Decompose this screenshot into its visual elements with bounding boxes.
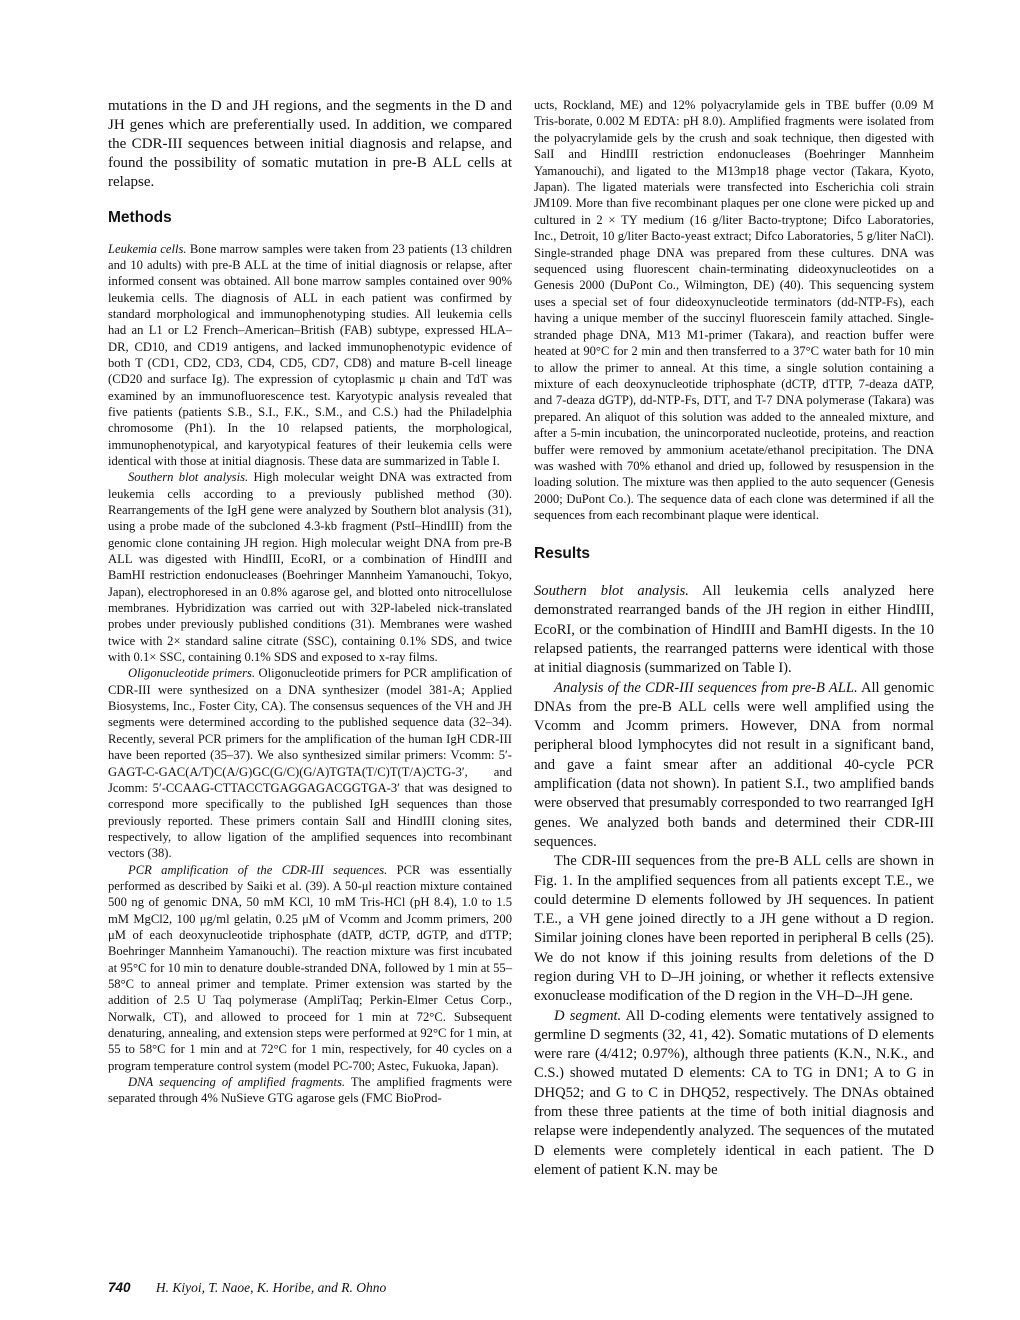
results-analysis-title: Analysis of the CDR-III sequences from pre-B ALL. — [554, 679, 858, 696]
results-analysis-text: All genomic DNAs from the pre-B ALL cells were well amplified using the Vcomm and Jcomm primers. However, DNA from normal peripheral blood lymphocytes did not result in a significant band, and gave a faint smear after an additional 40-cycle PCR amplification (data not shown). In patient S.I., two amplified bands were observed that presumably corresponded to two rearranged IgH genes. We analyzed both bands and determined their CDR-III sequences. — [534, 679, 934, 850]
leukemia-cells-text: Bone marrow samples were taken from 23 patients (13 children and 10 adults) with pre-B ALL at the time of initial diagnosis or relapse, after informed consent was obtained. All bone marrow samples contained over 90% leukemia cells. The diagnosis of ALL in each patient was confirmed by standard morphological and immunophenotyping studies. All leukemia cells had an L1 or L2 French–American–British (FAB) subtype, expressed HLA–DR, CD10, and CD19 antigens, and lacked immunophenotypic evidence of both T (CD1, CD2, CD3, CD4, CD5, CD7, CD8) and mature B-cell lineage (CD20 and surface Ig). The expression of cytoplasmic μ chain and TdT was examined by an immunofluorescence test. Karyotypic analysis revealed that five patients (patients S.B., S.I., F.K., S.M., and C.S.) had the Philadelphia chromosome (Ph1). In the 10 relapsed patients, the morphological, immunophenotypical, and karyotypical features of their leukemia cells were identical with those at initial diagnosis. These data are summarized in Table I. — [108, 241, 513, 468]
oligo-primers-paragraph — [108, 665, 512, 861]
dna-sequencing-text: The amplified fragments were separated through 4% NuSieve GTG agarose gels (FMC BioProd- — [108, 1075, 512, 1106]
southern-blot-paragraph — [108, 469, 512, 665]
page-number: 740 — [108, 1280, 131, 1295]
southern-blot-title: Southern blot analysis. — [128, 470, 249, 485]
results-analysis-paragraph — [534, 679, 934, 853]
southern-blot-text: High molecular weight DNA was extracted from leukemia cells according to a previously published method (30). Rearrangements of the IgH gene were analyzed by Southern blot analysis (31), using a probe made of the subcloned 4.3-kb fragment (PstI–HindIII) from the genomic clone containing JH region. High molecular weight DNA from pre-B ALL was digested with HindIII, EcoRI, or a combination of HindIII and BamHI restriction endonucleases (Boehringer Mannheim Yamanouchi, Tokyo, Japan), electrophoresed in an 0.8% agarose gel, and blotted onto nitrocellulose membranes. Hybridization was carried out with 32P-labeled nick-translated probes under previously published conditions (31). Membranes were washed twice with 2× standard saline citrate (SSC), containing 0.1% SDS, and twice with 0.1× SSC, containing 0.1% SDS and exposed to x-ray films. — [108, 470, 512, 665]
pcr-title: PCR amplification of the CDR-III sequences. — [128, 862, 388, 877]
results-dsegment-title: D segment. — [554, 1007, 622, 1024]
right-column — [534, 97, 934, 1180]
results-cdr-paragraph: The CDR-III sequences from the pre-B ALL cells are shown in Fig. 1. In the amplified sequences from all patients except T.E., we could determine D elements followed by JH sequences. In patient T.E., a VH gene joined directly to a JH gene without a D region. Similar joining clones have been reported in peripheral B cells (25). We do not know if this joining results from deletions of the D region during VH to D–JH joining, or whether it reflects extensive exonuclease modification of the D region in the VH–D–JH gene. — [534, 853, 934, 1005]
methods-heading: Methods — [108, 209, 172, 226]
results-southern-text: All leukemia cells analyzed here demonstrated rearranged bands of the JH region in either HindIII, EcoRI, or the combination of HindIII and BamHI digests. In the 10 relapsed patients, the rearranged patterns were identical with those at initial diagnosis (summarized on Table I). — [534, 583, 934, 677]
results-heading: Results — [534, 544, 590, 562]
left-column — [108, 97, 512, 1107]
results-dsegment-text: All D-coding elements were tentatively assigned to germline D segments (32, 41, 42). Somatic mutations of D elements were rare (4/412; 0.97%), although three patients (K.N., N.K., and C.S.) showed mutated D elements: CA to TG in DN1; A to G in DHQ52; and G to C in DHQ52, respectively. The DNAs obtained from these three patients at the time of both initial diagnosis and relapse were independently analyzed. The sequences of the mutated D elements were completely identical in each patient. The D element of patient K.N. may be — [534, 1007, 934, 1178]
results-section — [534, 582, 934, 1180]
methods-continued-paragraph: ucts, Rockland, ME) and 12% polyacrylamide gels in TBE buffer (0.09 M Tris-borate, 0.002 M EDTA: pH 8.0). Amplified fragments were isolated from the polyacrylamide gels by the crush and soak technique, then digested with SalI and HindIII restriction endonucleases (Boehringer Mannheim Yamanouchi), and ligated to the M13mp18 phage vector (Takara, Kyoto, Japan). The ligated materials were transfected into Escherichia coli strain JM109. More than five recombinant plaques per one clone were picked up and cultured in 2 × TY medium (16 g/liter Bacto-tryptone; Difco Laboratories, Inc., Detroit, 10 g/liter Bacto-yeast extract; Difco Laboratories, 5 g/liter NaCl). Single-stranded phage DNA was prepared from these cultures. DNA was sequenced using fluorescent chain-terminating dideoxynucleotides on a Genesis 2000 (DuPont Co., Wilmington, DE) (40). This sequencing system uses a special set of four dideoxynucleotide terminators (dd-NTP-Fs), each having a unique member of the succinyl fluorescein family attached. Single-stranded phage DNA, M13 M1-primer (Takara), and reaction buffer were heated at 90°C for 2 min and then transferred to a 37°C water bath for 10 min to allow the primer to anneal. At this time, a single solution containing a mixture of each deoxynucleotide triphosphate (dCTP, dTTP, 7-deaza dATP, and 7-deaza dGTP), dd-NTP-Fs, DTT, and T-7 DNA polymerase (Takara) was prepared. An aliquot of this solution was added to the annealed mixture, and after a 5-min incubation, the unincorporated nucleotide, proteins, and reaction buffer were removed by ammonium acetate/ethanol precipitation. The DNA was washed with 70% ethanol and dried up, followed by resuspension in the loading solution. The mixture was then applied to the auto sequencer (Genesis 2000; DuPont Co.). The sequence data of each clone was determined if all the sequences from each recombinant plaque were identical. — [534, 98, 934, 523]
leukemia-cells-title: Leukemia cells. — [108, 241, 187, 256]
oligo-primers-text: Oligonucleotide primers for PCR amplification of CDR-III were synthesized on a DNA synthesizer (model 381-A; Applied Biosystems, Inc., Foster City, CA). The consensus sequences of the VH and JH segments were determined according to the published sequence data (32–34). Recently, several PCR primers for the amplification of the human IgH CDR-III have been reported (35–37). We also synthesized similar primers: Vcomm: 5′-GAGT-C-GAC(A/T)C(A/G)GC(G/C)(G/A)TGTA(T/C)T(T/A)CTG-3′, and Jcomm: 5′-CCAAG-CTTACCTGAGGAGACGGTGA-3′ that was designed to correspond more specifically to the published IgH sequences than those previously reported. These primers contain SalI and HindIII cloning sites, respectively, to allow ligation of the amplified sequences into recombinant vectors (38). — [108, 666, 512, 861]
results-southern-title: Southern blot analysis. — [534, 583, 689, 600]
pcr-paragraph — [108, 862, 512, 1074]
results-southern-paragraph — [534, 582, 934, 678]
dna-sequencing-title: DNA sequencing of amplified fragments. — [128, 1075, 346, 1090]
page-footer — [108, 1280, 386, 1296]
intro-paragraph: mutations in the D and JH regions, and the segments in the D and JH genes which are preferentially used. In addition, we compared the CDR-III sequences between initial diagnosis and relapse, and found the possibility of somatic mutation in pre-B ALL cells at relapse. — [108, 98, 512, 190]
footer-authors: H. Kiyoi, T. Naoe, K. Horibe, and R. Ohno — [155, 1280, 387, 1295]
oligo-primers-title: Oligonucleotide primers. — [128, 666, 256, 681]
leukemia-cells-paragraph — [108, 241, 512, 470]
pcr-text: PCR was essentially performed as described by Saiki et al. (39). A 50-μl reaction mixture contained 500 ng of genomic DNA, 50 mM KCl, 10 mM Tris-HCl (pH 8.4), 1.0 to 1.5 mM MgCl2, 100 μg/ml gelatin, 0.25 μM of Vcomm and Jcomm primers, 200 μM of each deoxynucleotide triphosphate (dATP, dCTP, dGTP, and dTTP; Boehringer Mannheim Yamanouchi). The reaction mixture was first incubated at 95°C for 10 min to denature double-stranded DNA, followed by 1 min at 55–58°C to anneal primer and template. Primer extension was started by the addition of 2.5 U Taq polymerase (AmpliTaq; Perkin-Elmer Cetus Corp., Norwalk, CT), and allowed to proceed for 1 min at 72°C. Subsequent denaturing, annealing, and extension steps were performed at 92°C for 1 min, at 55 to 58°C for 1 min and at 72°C for 1 min, respectively, for 40 cycles on a program temperature control system (model PC-700; Astec, Fukuoka, Japan). — [108, 862, 512, 1073]
dna-sequencing-paragraph — [108, 1074, 512, 1107]
results-dsegment-paragraph — [534, 1007, 934, 1181]
